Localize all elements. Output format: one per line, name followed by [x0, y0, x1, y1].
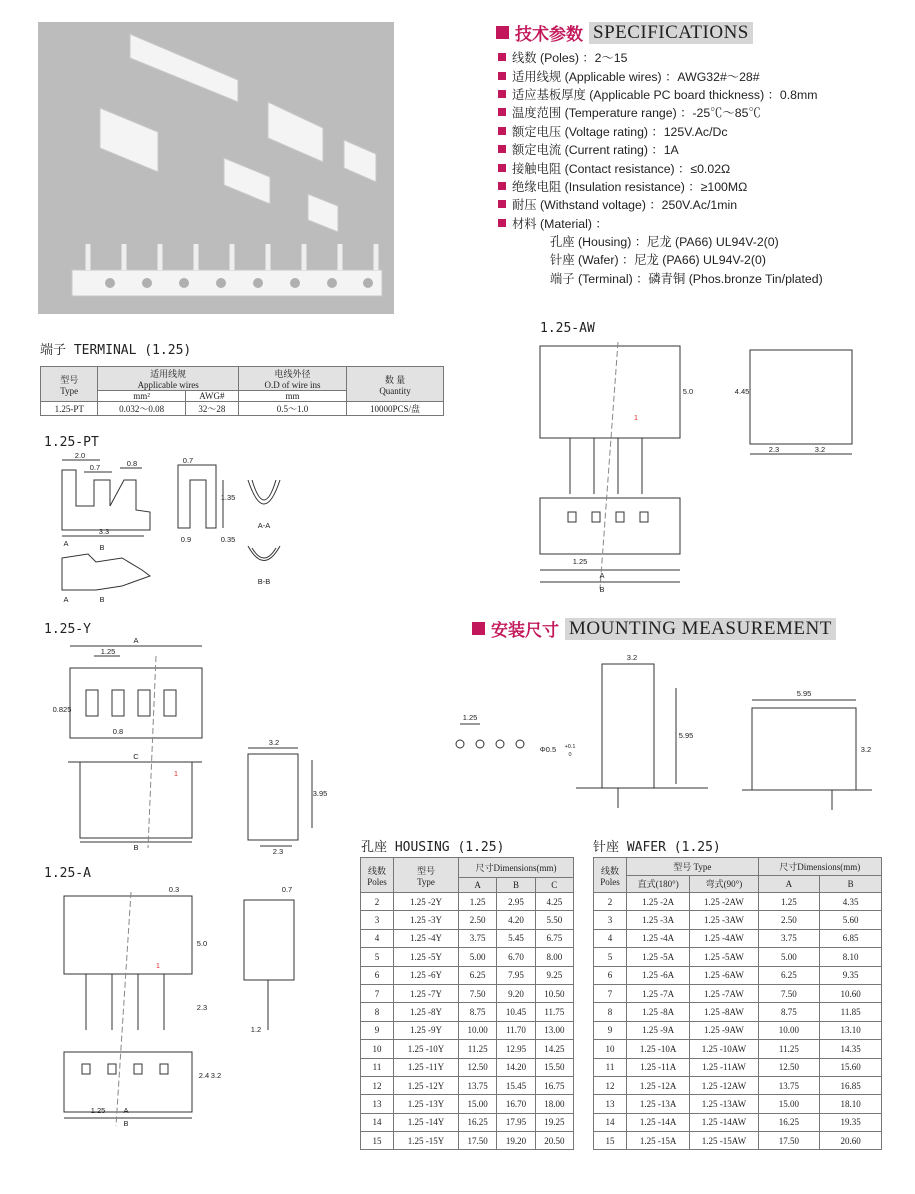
- table-cell: 8.75: [459, 1003, 497, 1021]
- table-row: [594, 911, 882, 929]
- wafer-table: 线数 Poles 型号 Type 尺寸Dimensions(mm) 直式(180°) 弯式(90°) A B 2 1.25 -2A 1.25 -2AW 1.25 4.35 3 1.25 -3A 1.25 -3AW 2.50 5.60 4 1.25 -4A 1.25 -4AW 3.75 6.85 5 1.25 -5A 1.25 -5AW 5.00 8.10 6 1.25 -6A 1.25 -6AW 6.25 9.35 7 1.25 -7A 1.25 -7AW 7.50 10.60 8 1.25 -8A 1.25 -8AW 8.75 11.85 9 1.25 -9A 1.25 -9AW 10.00 13.10 10 1.25 -10A 1.25 -10AW 11.25 14.35 11 1.25 -11A 1.25 -11AW 12.50 15.60 12 1.25 -12A 1.25 -12AW 13.75 16.85 13 1.25 -13A 1.25 -13AW 15.00 18.10 14 1.25 -14A 1.25 -14AW 16.25 19.35 15 1.25 -15A 1.25 -15AW 17.50 20.60: [593, 857, 882, 1150]
- dim-label: 5.0: [682, 387, 694, 396]
- table-row: [361, 1021, 574, 1039]
- bullet-icon: [498, 164, 506, 172]
- table-cell: 1.25 -10AW: [690, 1040, 758, 1058]
- table-cell: 1.25 -6AW: [690, 966, 758, 984]
- table-cell: 1.25 -12A: [627, 1076, 690, 1094]
- dim-label: 0.8: [112, 727, 124, 736]
- table-cell: 10: [361, 1040, 394, 1058]
- table-cell: 1.25 -14A: [627, 1113, 690, 1131]
- section-marker: A: [63, 539, 69, 548]
- table-cell: 1.25 -13A: [627, 1095, 690, 1113]
- dim-label: 1.2: [250, 1025, 262, 1034]
- dim-label: 0.825: [52, 705, 72, 714]
- spec-item: 温度范围 (Temperature range) ：-25℃～85℃: [498, 103, 817, 121]
- table-cell: 14.25: [535, 1040, 573, 1058]
- table-cell: 7: [361, 984, 394, 1002]
- dim-label: 0.3: [168, 885, 180, 894]
- table-cell: 11: [594, 1058, 627, 1076]
- dim-label: B: [133, 843, 139, 852]
- table-row: [594, 1040, 882, 1058]
- table-cell: 6.70: [497, 948, 535, 966]
- dim-label: C: [133, 752, 139, 761]
- table-cell: 7.50: [459, 984, 497, 1002]
- housing-table: 线数 Poles 型号 Type 尺寸Dimensions(mm) A B C 2 1.25 -2Y 1.25 2.95 4.25 3 1.25 -3Y 2.50 4.20 5.50 4 1.25 -4Y 3.75 5.45 6.75 5 1.25 -5Y 5.00 6.70 8.00 6 1.25 -6Y 6.25 7.95 9.25 7 1.25 -7Y 7.50 9.20 10.50 8 1.25 -8Y 8.75 10.45 11.75 9 1.25 -9Y 10.00 11.70 13.00 10 1.25 -10Y 11.25 12.95 14.25 11 1.25 -11Y 12.50 14.20 15.50 12 1.25 -12Y 13.75 15.45 16.75 13 1.25 -13Y 15.00 16.70 18.00 14 1.25 -14Y 16.25 17.95 19.25 15 1.25 -15Y 17.50 19.20 20.50: [360, 857, 574, 1150]
- table-cell: 10: [594, 1040, 627, 1058]
- table-cell: 8.10: [820, 948, 882, 966]
- table-cell: 1.25 -10Y: [394, 1040, 459, 1058]
- table-cell: 1.25 -14AW: [690, 1113, 758, 1131]
- spec-item: 耐压 (Withstand voltage) ：250V.Ac/1min: [498, 195, 817, 213]
- table-cell: 4.25: [535, 893, 573, 911]
- table-cell: 4.20: [497, 911, 535, 929]
- table-cell: 10.45: [497, 1003, 535, 1021]
- table-cell: 3.75: [459, 929, 497, 947]
- table-cell: 8: [361, 1003, 394, 1021]
- table-cell: 6.25: [459, 966, 497, 984]
- table-cell: 19.35: [820, 1113, 882, 1131]
- spec-item: 额定电压 (Voltage rating) ：125V.Ac/Dc: [498, 122, 817, 140]
- spec-title-cn: 技术参数: [515, 25, 583, 45]
- a-label: 1.25-A: [44, 866, 91, 881]
- table-cell: 14: [361, 1113, 394, 1131]
- table-cell: 1.25 -11A: [627, 1058, 690, 1076]
- housing-drawing: [52, 636, 346, 866]
- table-cell: 13.00: [535, 1021, 573, 1039]
- table-cell: 12.50: [758, 1058, 820, 1076]
- table-row: [594, 1095, 882, 1113]
- table-cell: 10.00: [758, 1021, 820, 1039]
- table-row: [361, 893, 574, 911]
- pin-one-marker: 1: [155, 961, 161, 970]
- table-cell: 4.35: [820, 893, 882, 911]
- dim-label: A: [599, 571, 605, 580]
- table-cell: 11.25: [758, 1040, 820, 1058]
- spec-item: 适应基板厚度 (Applicable PC board thickness) ：0.8mm: [498, 85, 817, 103]
- table-row: 1.25-PT 0.032～0.08 32～28 0.5～1.0 10000PCS/盘: [41, 402, 444, 416]
- table-cell: 1.25 -8AW: [690, 1003, 758, 1021]
- section-bullet-icon: [472, 622, 485, 635]
- table-cell: 8.75: [758, 1003, 820, 1021]
- table-cell: 9.35: [820, 966, 882, 984]
- table-cell: 14.35: [820, 1040, 882, 1058]
- table-row: [361, 966, 574, 984]
- aw-label: 1.25-AW: [540, 321, 595, 336]
- dim-label: 2.3: [272, 847, 284, 856]
- table-cell: 3: [361, 911, 394, 929]
- table-cell: 1.25 -12AW: [690, 1076, 758, 1094]
- table-cell: 1.25 -8Y: [394, 1003, 459, 1021]
- col-qty: 数 量 Quantity: [347, 367, 444, 402]
- dim-label: 1.35: [220, 493, 236, 502]
- table-cell: 6.85: [820, 929, 882, 947]
- wafer-straight-drawing: [56, 880, 306, 1150]
- bullet-icon: [498, 90, 506, 98]
- table-cell: 16.75: [535, 1076, 573, 1094]
- table-cell: 9: [594, 1021, 627, 1039]
- table-cell: 13.75: [459, 1076, 497, 1094]
- connector-illustration: [38, 22, 394, 314]
- y-label: 1.25-Y: [44, 622, 91, 637]
- table-cell: 5: [594, 948, 627, 966]
- dim-label: 5.95: [678, 731, 694, 740]
- dim-label: 0.7: [89, 463, 101, 472]
- material-housing: 孔座 (Housing) ：尼龙 (PA66) UL94V-2(0): [550, 235, 779, 249]
- table-cell: 13.10: [820, 1021, 882, 1039]
- dim-label: 0.7: [182, 456, 194, 465]
- mount-title-cn: 安装尺寸: [491, 621, 559, 641]
- material-list: [550, 232, 823, 287]
- table-cell: 1.25 -5Y: [394, 948, 459, 966]
- table-cell: 12: [361, 1076, 394, 1094]
- table-cell: 10.00: [459, 1021, 497, 1039]
- table-cell: 1.25 -8A: [627, 1003, 690, 1021]
- bullet-icon: [498, 127, 506, 135]
- table-cell: 14.20: [497, 1058, 535, 1076]
- table-cell: 5.45: [497, 929, 535, 947]
- table-cell: 1.25 -15A: [627, 1132, 690, 1150]
- section-label: A-A: [257, 521, 271, 530]
- spec-item: 接触电阻 (Contact resistance) ：≤0.02Ω: [498, 158, 817, 176]
- table-cell: 1.25 -4Y: [394, 929, 459, 947]
- bullet-icon: [498, 145, 506, 153]
- table-row: [594, 984, 882, 1002]
- table-cell: 11.25: [459, 1040, 497, 1058]
- table-row: [594, 966, 882, 984]
- table-cell: 13.75: [758, 1076, 820, 1094]
- pt-label: 1.25-PT: [44, 435, 99, 450]
- table-cell: 2.95: [497, 893, 535, 911]
- dim-label: 1.25: [90, 1106, 106, 1115]
- table-cell: 1.25 -7Y: [394, 984, 459, 1002]
- table-cell: 12.95: [497, 1040, 535, 1058]
- table-cell: 4: [594, 929, 627, 947]
- table-cell: 18.10: [820, 1095, 882, 1113]
- table-cell: 8.00: [535, 948, 573, 966]
- dim-label: 0.8: [126, 459, 138, 468]
- dim-label: 1.25: [572, 557, 588, 566]
- mounting-header: [472, 616, 836, 641]
- table-cell: 1.25 -11Y: [394, 1058, 459, 1076]
- table-cell: 1.25 -9AW: [690, 1021, 758, 1039]
- table-cell: 17.50: [758, 1132, 820, 1150]
- table-cell: 16.25: [758, 1113, 820, 1131]
- table-cell: 15.00: [459, 1095, 497, 1113]
- table-cell: 1.25 -7AW: [690, 984, 758, 1002]
- table-cell: 14: [594, 1113, 627, 1131]
- wafer-angle-drawing: [530, 334, 875, 604]
- table-cell: 11.75: [535, 1003, 573, 1021]
- bullet-icon: [498, 200, 506, 208]
- wafer-title: 针座 WAFER (1.25): [593, 840, 721, 855]
- dim-label: 3.2: [210, 1071, 222, 1080]
- dim-label: 2.3: [196, 1003, 208, 1012]
- table-row: [361, 1113, 574, 1131]
- table-cell: 1.25 -12Y: [394, 1076, 459, 1094]
- table-cell: 17.50: [459, 1132, 497, 1150]
- table-row: [361, 1058, 574, 1076]
- dim-label: 0.7: [281, 885, 293, 894]
- table-cell: 12.50: [459, 1058, 497, 1076]
- table-row: [594, 1113, 882, 1131]
- table-cell: 8: [594, 1003, 627, 1021]
- table-cell: 15.60: [820, 1058, 882, 1076]
- spec-item: 适用线规 (Applicable wires) ：AWG32#～28#: [498, 66, 817, 84]
- dim-label: 0: [568, 752, 572, 758]
- col-wire: 适用线规 Applicable wires: [98, 367, 239, 391]
- table-cell: 16.85: [820, 1076, 882, 1094]
- table-cell: 3.75: [758, 929, 820, 947]
- table-cell: 19.20: [497, 1132, 535, 1150]
- dim-label: 2.3: [768, 445, 780, 454]
- dim-label: +0.1: [564, 744, 576, 750]
- table-row: [361, 1040, 574, 1058]
- dim-label: A: [123, 1106, 129, 1115]
- bullet-icon: [498, 219, 506, 227]
- table-cell: 5: [361, 948, 394, 966]
- table-cell: 11.85: [820, 1003, 882, 1021]
- table-row: [594, 948, 882, 966]
- table-cell: 15.50: [535, 1058, 573, 1076]
- dim-label: 1.25: [462, 713, 478, 722]
- table-cell: 11.70: [497, 1021, 535, 1039]
- table-cell: 7.50: [758, 984, 820, 1002]
- table-cell: 6.75: [535, 929, 573, 947]
- table-cell: 1.25 -2AW: [690, 893, 758, 911]
- table-cell: 4: [361, 929, 394, 947]
- table-cell: 10.60: [820, 984, 882, 1002]
- col-type: 型号 Type: [41, 367, 98, 402]
- table-row: [594, 929, 882, 947]
- table-cell: 12: [594, 1076, 627, 1094]
- pin-one-marker: 1: [173, 769, 179, 778]
- material-wafer: 针座 (Wafer) ：尼龙 (PA66) UL94V-2(0): [550, 253, 766, 268]
- dim-label: Φ0.5: [539, 745, 557, 754]
- table-cell: 15.00: [758, 1095, 820, 1113]
- table-cell: 1.25 -3A: [627, 911, 690, 929]
- table-cell: 15: [361, 1132, 394, 1150]
- dim-label: 3.2: [626, 653, 638, 662]
- bullet-icon: [498, 53, 506, 61]
- dim-label: 5.0: [196, 939, 208, 948]
- table-cell: 1.25 -5AW: [690, 948, 758, 966]
- table-cell: 11: [361, 1058, 394, 1076]
- dim-label: 0.9: [180, 535, 192, 544]
- table-row: [361, 948, 574, 966]
- table-cell: 2.50: [459, 911, 497, 929]
- dim-label: 1.25: [100, 647, 116, 656]
- dim-label: 3.2: [814, 445, 826, 454]
- section-label: B-B: [257, 577, 271, 586]
- section-marker: B: [99, 595, 105, 604]
- table-row: [594, 1132, 882, 1150]
- table-cell: 10.50: [535, 984, 573, 1002]
- mount-title-en: MOUNTING MEASUREMENT: [565, 618, 836, 640]
- table-row: [594, 1021, 882, 1039]
- table-cell: 7: [594, 984, 627, 1002]
- spec-item: 额定电流 (Current rating) ：1A: [498, 140, 817, 158]
- specifications-header: [496, 20, 753, 45]
- table-cell: 17.95: [497, 1113, 535, 1131]
- table-cell: 1.25: [459, 893, 497, 911]
- spec-item: 线数 (Poles) ：2～15: [498, 48, 817, 66]
- table-row: [361, 1132, 574, 1150]
- table-cell: 5.00: [459, 948, 497, 966]
- dim-label: A: [133, 636, 139, 645]
- table-cell: 13: [594, 1095, 627, 1113]
- table-row: [594, 893, 882, 911]
- table-cell: 1.25 -11AW: [690, 1058, 758, 1076]
- table-cell: 5.00: [758, 948, 820, 966]
- table-cell: 16.70: [497, 1095, 535, 1113]
- table-cell: 13: [361, 1095, 394, 1113]
- table-row: [594, 1003, 882, 1021]
- dim-label: 0.35: [220, 535, 236, 544]
- dim-label: 2.0: [74, 451, 86, 460]
- table-cell: 1.25 -14Y: [394, 1113, 459, 1131]
- housing-title: 孔座 HOUSING (1.25): [361, 840, 505, 855]
- table-cell: 1.25 -4AW: [690, 929, 758, 947]
- table-cell: 1.25 -4A: [627, 929, 690, 947]
- section-marker: A: [63, 595, 69, 604]
- table-cell: 1.25 -9A: [627, 1021, 690, 1039]
- table-cell: 9: [361, 1021, 394, 1039]
- table-cell: 15: [594, 1132, 627, 1150]
- table-cell: 1.25: [758, 893, 820, 911]
- dim-label: 4.45: [734, 387, 750, 396]
- table-cell: 2: [594, 893, 627, 911]
- table-cell: 2.50: [758, 911, 820, 929]
- table-cell: 5.50: [535, 911, 573, 929]
- dim-label: 5.95: [796, 689, 812, 698]
- table-cell: 1.25 -15Y: [394, 1132, 459, 1150]
- table-row: [361, 911, 574, 929]
- table-row: [361, 984, 574, 1002]
- table-cell: 16.25: [459, 1113, 497, 1131]
- col-od: 电线外径 O.D of wire ins: [238, 367, 346, 391]
- table-cell: 1.25 -7A: [627, 984, 690, 1002]
- table-cell: 15.45: [497, 1076, 535, 1094]
- table-cell: 1.25 -2A: [627, 893, 690, 911]
- section-marker: B: [99, 543, 105, 552]
- table-cell: 20.50: [535, 1132, 573, 1150]
- table-cell: 6.25: [758, 966, 820, 984]
- table-cell: 3: [594, 911, 627, 929]
- pin-one-marker: 1: [633, 413, 639, 422]
- section-bullet-icon: [496, 26, 509, 39]
- spec-list: [498, 48, 817, 232]
- table-cell: 1.25 -2Y: [394, 893, 459, 911]
- table-cell: 9.25: [535, 966, 573, 984]
- table-cell: 5.60: [820, 911, 882, 929]
- product-photo: [38, 22, 394, 314]
- table-row: [361, 1095, 574, 1113]
- terminal-drawing: [40, 450, 280, 610]
- terminal-title: 端子 TERMINAL (1.25): [40, 343, 192, 358]
- table-cell: 6: [594, 966, 627, 984]
- bullet-icon: [498, 182, 506, 190]
- table-cell: 1.25 -10A: [627, 1040, 690, 1058]
- table-cell: 2: [361, 893, 394, 911]
- table-row: [361, 1076, 574, 1094]
- material-terminal: 端子 (Terminal) ：磷青铜 (Phos.bronze Tin/plated): [550, 271, 823, 286]
- table-cell: 7.95: [497, 966, 535, 984]
- table-cell: 18.00: [535, 1095, 573, 1113]
- table-cell: 1.25 -6Y: [394, 966, 459, 984]
- table-row: [594, 1058, 882, 1076]
- table-cell: 6: [361, 966, 394, 984]
- table-cell: 9.20: [497, 984, 535, 1002]
- dim-label: B: [123, 1119, 129, 1128]
- table-row: [361, 929, 574, 947]
- dim-label: 3.3: [98, 527, 110, 536]
- bullet-icon: [498, 72, 506, 80]
- table-cell: 1.25 -3Y: [394, 911, 459, 929]
- table-cell: 1.25 -6A: [627, 966, 690, 984]
- table-cell: 1.25 -9Y: [394, 1021, 459, 1039]
- table-row: [594, 1076, 882, 1094]
- spec-item: 材料 (Material) ：: [498, 214, 817, 232]
- table-row: [361, 1003, 574, 1021]
- dim-label: 3.2: [268, 738, 280, 747]
- table-cell: 19.25: [535, 1113, 573, 1131]
- terminal-table: 型号 Type 适用线规 Applicable wires 电线外径 O.D of wire ins 数 量 Quantity mm² AWG# mm 1.25-PT 0.032～0.08 32～28 0.5～1.0 10000PCS/盘: [40, 366, 444, 416]
- dim-label: 2.4: [198, 1071, 210, 1080]
- dim-label: 3.95: [312, 789, 328, 798]
- dim-label: 3.2: [860, 745, 872, 754]
- table-cell: 20.60: [820, 1132, 882, 1150]
- table-cell: 1.25 -15AW: [690, 1132, 758, 1150]
- table-cell: 1.25 -13AW: [690, 1095, 758, 1113]
- dim-label: B: [599, 585, 605, 594]
- bullet-icon: [498, 108, 506, 116]
- table-cell: 1.25 -13Y: [394, 1095, 459, 1113]
- table-cell: 1.25 -3AW: [690, 911, 758, 929]
- spec-title-en: SPECIFICATIONS: [589, 22, 753, 44]
- table-cell: 1.25 -5A: [627, 948, 690, 966]
- mounting-drawing: [446, 648, 886, 818]
- spec-item: 绝缘电阻 (Insulation resistance) ：≥100MΩ: [498, 177, 817, 195]
